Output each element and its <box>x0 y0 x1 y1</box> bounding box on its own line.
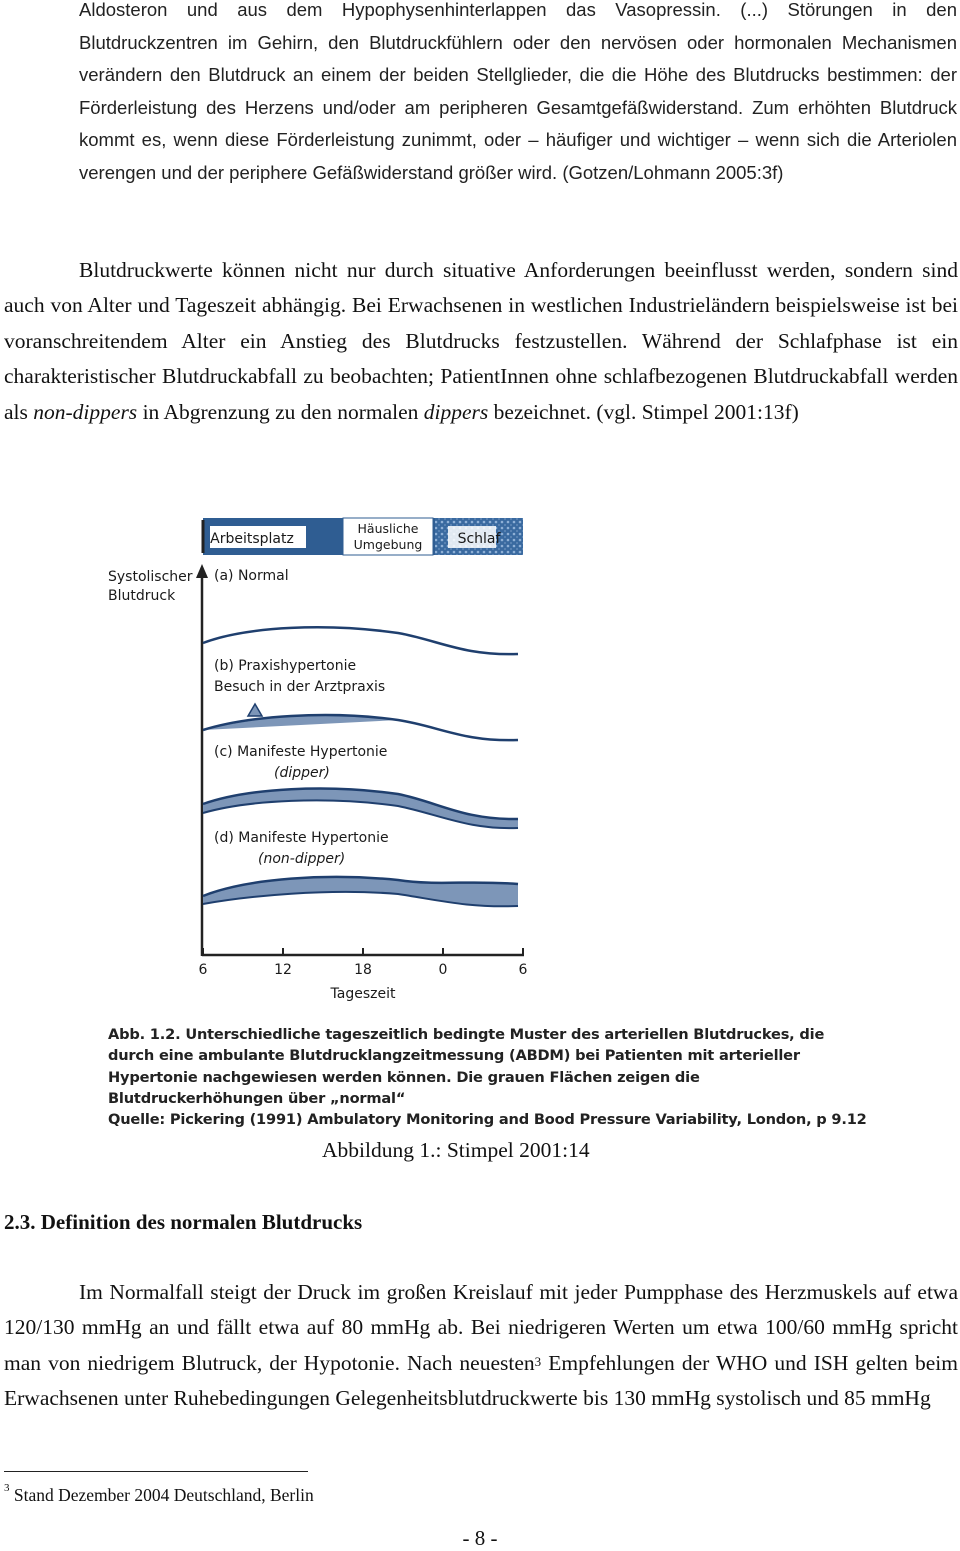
label-schlaf: Schlaf <box>457 531 501 547</box>
footnote-separator <box>4 1471 308 1472</box>
panel-b-label: (b) Praxishypertonie <box>214 658 357 674</box>
x-tick-6: 6 <box>198 962 208 978</box>
x-axis-label: Tageszeit <box>330 986 396 1002</box>
section-heading: 2.3. Definition des normalen Blutdrucks <box>4 1210 363 1234</box>
shade-c <box>203 789 518 829</box>
footnote-ref: 3 <box>534 1353 542 1369</box>
figure-caption: Abbildung 1.: Stimpel 2001:14 <box>322 1138 590 1162</box>
caption-source: Quelle: Pickering (1991) Ambulatory Monitoring and Bood Pressure Variability, London, p 9.12 <box>108 1111 867 1129</box>
paragraph-2-end: bezeichnet. (vgl. Stimpel 2001:13f) <box>488 399 799 424</box>
curve-a-normal <box>203 627 518 654</box>
figure-inner-caption <box>108 1024 868 1130</box>
label-arbeitsplatz: Arbeitsplatz <box>210 531 294 547</box>
x-tick-6b: 6 <box>518 962 528 978</box>
y-axis-arrow <box>196 564 208 578</box>
paragraph-2-middle: in Abgrenzung zu den normalen <box>137 399 424 424</box>
caption-bold: Abb. 1.2. <box>108 1026 181 1043</box>
panel-a-label: (a) Normal <box>214 568 289 584</box>
paragraph-2-text: Blutdruckwerte können nicht nur durch situative Anforderungen beeinflusst werden, sondern sind auch von Alter und Tageszeit abhängig. Bei Erwachsenen in westlichen Industrieländern beispielsweise ist bei voranschreitendem Alter ein Anstieg des Blutdrucks festzustellen. Während der Schlafphase ist ein charakteristischer Blutdruckabfall zu beobachten; PatientInnen ohne schlafbezogenen Blutdruckabfall werden als <box>4 258 958 424</box>
label-haeusliche: Häusliche <box>357 521 419 536</box>
y-label-line1: Systolischer <box>108 569 193 585</box>
panel-b-sublabel: Besuch in der Arztpraxis <box>214 679 386 695</box>
term-dippers: dippers <box>423 399 489 424</box>
x-tick-12: 12 <box>274 962 292 978</box>
footnote-text: Stand Dezember 2004 Deutschland, Berlin <box>13 1485 314 1505</box>
panel-c-label: (c) Manifeste Hypertonie <box>214 744 388 760</box>
caption-text: Unterschiedliche tageszeitlich bedingte Muster des arteriellen Blutdruckes, die durch eine ambulante Blutdrucklangzeitmessung (ABDM) bei Patienten mit arterieller Hypertonie nachgewiesen werden können. Die grauen Flächen zeigen die Blutdruckerhöhungen über „normal“ <box>108 1026 825 1107</box>
office-visit-peak <box>248 704 262 716</box>
paragraph-3-text: Im Normalfall steigt der Druck im großen Kreislauf mit jeder Pumpphase des Herzmuskels auf etwa 120/130 mmHg an und fällt etwa auf 80 mmHg ab. Bei niedrigeren Werten um etwa 100/60 mmHg spricht man von niedrigem Blutruck, der Hypotonie. Nach neuesten <box>4 1280 958 1375</box>
y-label-line2: Blutdruck <box>108 588 176 604</box>
x-tick-0: 0 <box>438 962 448 978</box>
paragraph-blood-pressure-variation <box>4 253 958 430</box>
paragraph-top: Aldosteron und aus dem Hypophysenhinterlappen das Vasopressin. (...) Störungen in den Blutdruckzentren im Gehirn, den Blutdruckfühlern oder den nervösen oder hormonalen Mechanismen verändern den Blutdruck an einem der beiden Stellglieder, die die Höhe des Blutdrucks bestimmen: der Förderleistung des Herzens und/oder am peripheren Gesamtgefäßwiderstand. Zum erhöhten Blutdruck kommt es, wenn diese Förderleistung zunimmt, oder – häufiger und wichtiger – wenn sich die Arteriolen verengen und der periphere Gefäßwiderstand größer wird. (Gotzen/Lohmann 2005:3f) <box>79 0 957 183</box>
paragraph-normal-bp <box>4 1275 958 1417</box>
panel-d-label: (d) Manifeste Hypertonie <box>214 830 389 846</box>
footnote <box>4 1482 314 1506</box>
panel-d-sublabel: (non-dipper) <box>258 851 346 867</box>
term-non-dippers: non-dippers <box>33 399 138 424</box>
footnote-number: 3 <box>4 1482 10 1494</box>
panel-c-sublabel: (dipper) <box>274 765 330 781</box>
label-umgebung: Umgebung <box>353 537 423 552</box>
x-tick-18: 18 <box>354 962 372 978</box>
page-number: - 8 - <box>462 1526 498 1550</box>
paragraph-3-end: Empfehlungen der WHO und ISH gelten beim Erwachsenen unter Ruhebedingungen Gelegenheitsblutdruckwerte bis 130 mmHg systolisch und 85 mmHg <box>4 1350 958 1411</box>
